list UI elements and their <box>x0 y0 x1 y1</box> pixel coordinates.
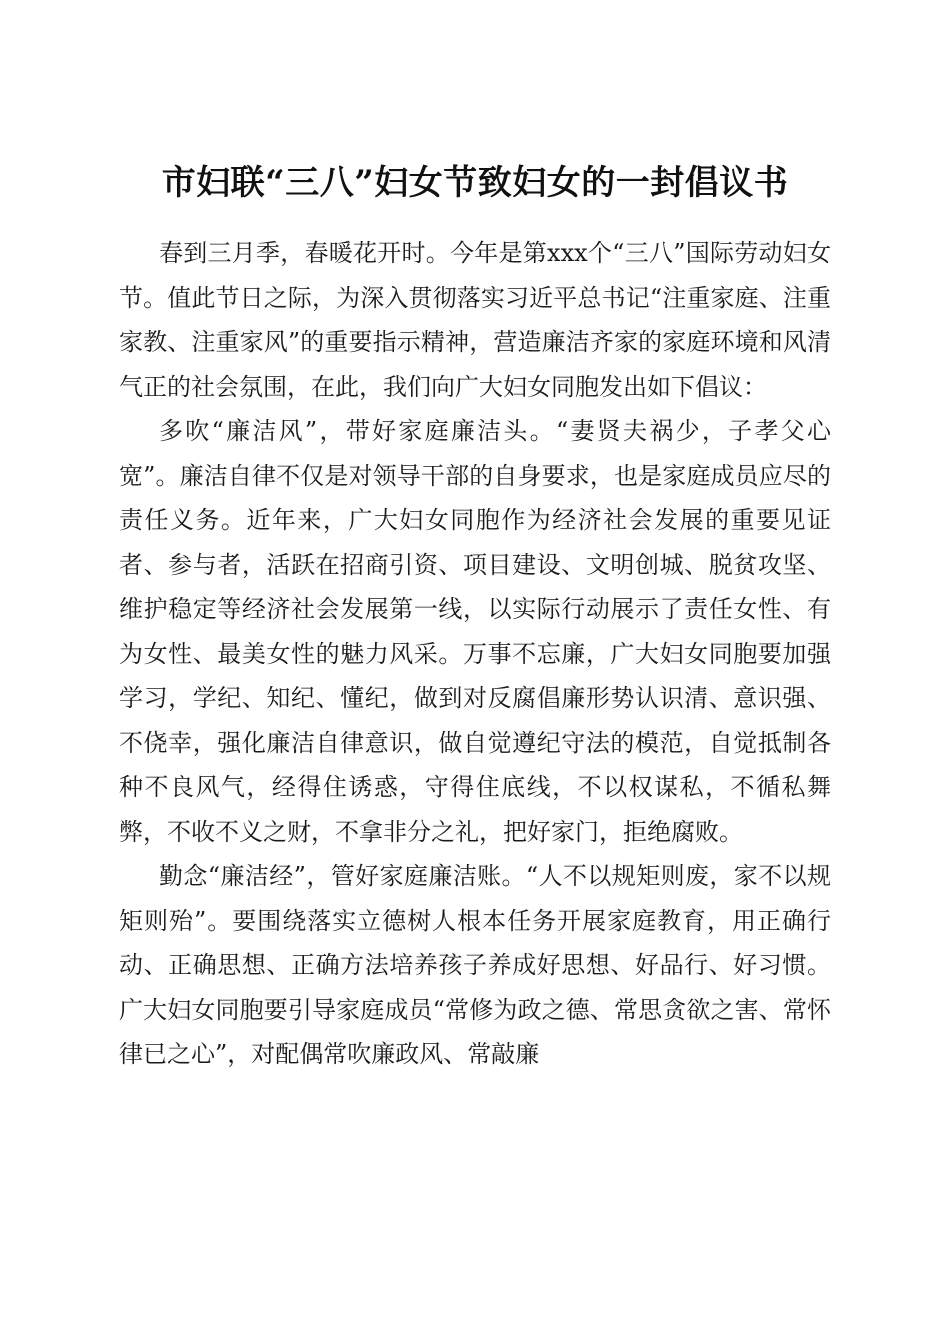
document-title: 市妇联“三八”妇女节致妇女的一封倡议书 <box>161 162 789 203</box>
paragraph-integrity-wind: 多吹“廉洁风”，带好家庭廉洁头。“妻贤夫祸少，子孝父心宽”。廉洁自律不仅是对领导干部的自身要求，也是家庭成员应尽的责任义务。近年来，广大妇女同胞作为经济社会发展的重要见证者、参与者，活跃在招商引资、项目建设、文明创城、脱贫攻坚、维护稳定等经济社会发展第一线，以实际行动展示了责任女性、有为女性、最美女性的魅力风采。万事不忘廉，广大妇女同胞要加强学习，学纪、知纪、懂纪，做到对反腐倡廉形势认识清、意识强、不侥幸，强化廉洁自律意识，做自觉遵纪守法的模范，自觉抵制各种不良风气，经得住诱惑，守得住底线，不以权谋私，不循私舞弊，不收不义之财，不拿非分之礼，把好家门，拒绝腐败。 <box>119 417 831 846</box>
document-body <box>119 231 831 1077</box>
paragraph-intro: 春到三月季，春暖花开时。今年是第xxx个“三八”国际劳动妇女节。值此节日之际，为深入贯彻落实习近平总书记“注重家庭、注重家教、注重家风”的重要指示精神，营造廉洁齐家的家庭环境和风清气正的社会氛围，在此，我们向广大妇女同胞发出如下倡议： <box>119 239 831 401</box>
paragraph-integrity-scripture: 勤念“廉洁经”，管好家庭廉洁账。“人不以规矩则废，家不以规矩则殆”。要围绕落实立德树人根本任务开展家庭教育，用正确行动、正确思想、正确方法培养孩子养成好思想、好品行、好习惯。广大妇女同胞要引导家庭成员“常修为政之德、常思贪欲之害、常怀律已之心”，对配偶常吹廉政风、常敲廉 <box>119 862 831 1068</box>
